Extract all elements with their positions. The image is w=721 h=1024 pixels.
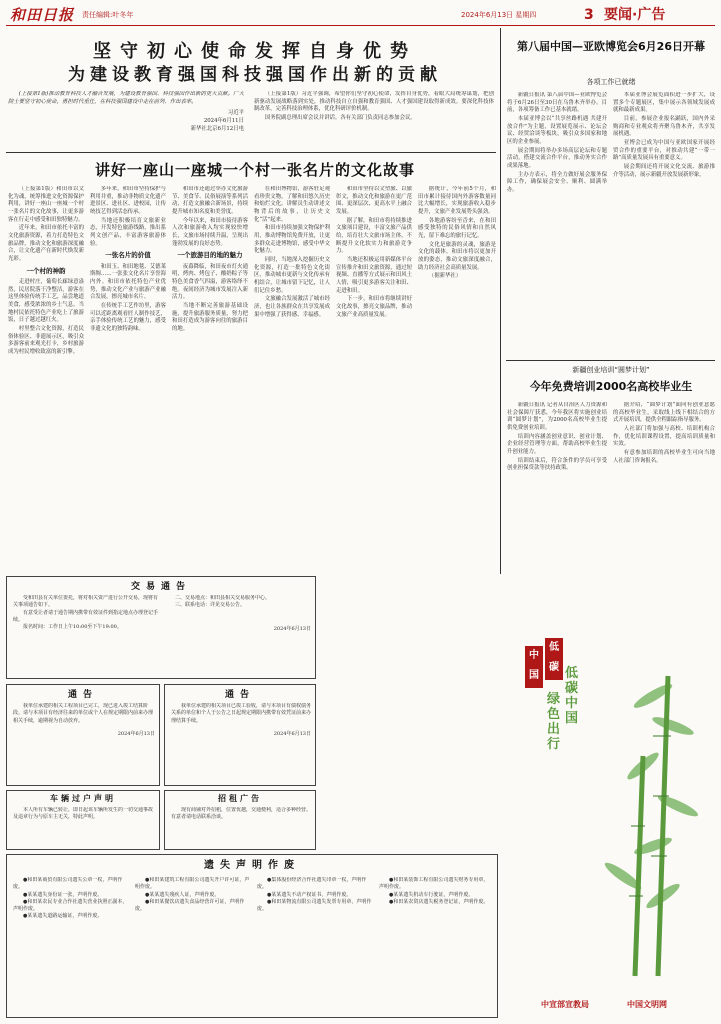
notice-body-1: 我单位承建的相关工程项目已完工，现已进入竣工结算阶段。请与本项目有经济往来的单位或个人在规定期限内前来办理相关手续，逾期视为自动放弃。 2024年6月13日 [13, 703, 155, 737]
notice-box-1 [6, 684, 160, 786]
expo-subtitle: 各项工作已就绪 [586, 78, 636, 86]
poster-stamp-1: 中宣部宣教局 [541, 1000, 589, 1009]
recruit-title: 招租广告 [218, 794, 262, 803]
issue-date: 2024年6月13日 星期四 [461, 11, 537, 19]
loss-col-3: ●集体股份经济合作社遗失印章一枚，声明作废。 ●某某遗失不动产权证书，声明作废。 ●和田某物流有限公司遗失发票专用章，声明作废。 [257, 877, 372, 912]
notice-title-1: 通告 [67, 690, 98, 700]
expo-col-2: 本届亚博会展览面积进一步扩大，设置多个专题展区，集中展示各领域发展成就和最新成果。 目前，参展企业报名踊跃，国内外采购商和专业观众将齐聚乌鲁木齐，共享发展机遇。 亚博会已成为中国与亚欧国家开展经贸合作的重要平台，对推动共建“一带一路”高质量发展具有重要意义。 展会期间还将开展文化交流、旅游推介等活动，展示新疆开放发展新形象。 [613, 92, 715, 178]
trade-notice-body: 受和田县有关单位委托，将对相关资产进行公开交易，现将有关事项通告如下。 有意受让者请于通告期内携带有效证件到指定地点办理登记手续。 报名时间：工作日上午10:00至下午19:00。 [13, 595, 159, 630]
notice-box-2 [164, 684, 316, 786]
notice-date-2: 2024年6月13日 [273, 730, 311, 737]
loss-box [6, 854, 498, 1018]
recruit-box [164, 790, 316, 850]
poster-slogan-1: 低碳中国 [565, 666, 579, 726]
newspaper-logo: 和田日报 [10, 6, 75, 24]
culture-subhead-3: 一个旅游目的地的魅力 [177, 251, 243, 260]
loss-col-4: ●和田某装饰工程有限公司遗失财务专用章，声明作废。 ●某某遗失机动车行驶证，声明作废。 ●和田某农资店遗失税务登记证，声明作废。 [379, 877, 489, 905]
expo-col-1: 新疆日报讯 第八届中国—亚欧博览会将于6月26日至30日在乌鲁木齐举办。目前，各项筹备工作已基本就绪。 本届亚博会以“共享丝路机遇 共建开放合作”为主题，设置展览展示、论坛会议、经贸洽谈等板块，吸引众多国家和地区的企业参展。 展会期间将举办多场高层论坛和专题活动，搭建交流合作平台，推动务实合作成果落地。 主办方表示，将全力做好展会服务保障工作，确保展会安全、顺利、圆满举办。 [507, 92, 607, 194]
training-col-2: 据介绍，“圆梦计划”面向有创业意愿的高校毕业生，采取线上线下相结合的方式开展培训，提供全程跟踪指导服务。 人社部门将加强与高校、培训机构合作，优化培训课程设置，提高培训质量和实效。 有意参加培训的高校毕业生可向当地人社部门咨询报名。 [613, 402, 715, 464]
loss-title: 遗失声明作废 [204, 860, 300, 871]
lead-intro: (上接第1版)推动教育科技人才融合发展，为建设教育强国、科技强国作出新的更大贡献。广大院士要坚守初心使命，勇担时代重任，在科技强国建设中走在前列、作出表率。 习近平 2024年6月11日 新华社北京6月12日电 [8, 91, 244, 132]
culture-col-1: （上接第1版）和田市以文化为魂，统筹推进文化资源保护利用，讲好一座山一座城一个村一张名片的文化故事，让更多游客在行走中感受和田独特魅力。 近年来，和田市依托丰富的文化旅游资源，着力打造特色文旅品牌，推动文化和旅游深度融合，让文化遗产在新时代焕发新光彩。 一个村的神韵 走进村庄，葡萄长廊绿意盎然，民居院落干净整洁，游客在这里体验传统手工艺，品尝地道美食，感受浓浓的乡土气息。当地村民依托特色产业吃上了旅游饭，日子越过越红火。 村里整合文化资源，打造民俗体验区、非遗展示区，吸引众多游客前来观光打卡，乡村旅游成为村民增收致富的新引擎。 [8, 186, 84, 355]
trade-notice-date: 2024年6月13日 [273, 625, 311, 632]
expo-title: 第八届中国—亚欧博览会6月26日开幕 [517, 40, 705, 53]
expo-divider [506, 360, 715, 361]
trade-notice-body-2: 二、交易地点：和田县相关交易服务中心。 三、联系电话：详见交易公告。 2024年6月13日 [165, 595, 311, 675]
training-col-1: 新疆日报讯 记者从自治区人力资源和社会保障厅获悉，今年我区将实施创业培训“圆梦计划”，为2000名高校毕业生提供免费创业培训。 培训内容涵盖创业意识、创业计划、企业经营管理等方面，帮助高校毕业生提升创业能力。 培训结束后，符合条件的学员可享受创业担保贷款等扶持政策。 [507, 402, 607, 472]
notice-date-1: 2024年6月13日 [117, 730, 155, 737]
training-kicker: 新疆创业培训“圆梦计划” [572, 366, 650, 374]
editor-credit: 责任编辑:叶冬年 [82, 11, 134, 19]
loss-col-1: ●和田某商贸有限公司遗失公章一枚，声明作废。 ●某某遗失身份证一张，声明作废。 ●和田某农民专业合作社遗失营业执照正副本，声明作废。 ●某某遗失道路运输证，声明作废。 [13, 877, 128, 920]
culture-subhead-2: 一张名片的价值 [105, 251, 151, 260]
poster [503, 576, 715, 1018]
vehicle-title: 车辆过户声明 [50, 794, 116, 803]
vehicle-body: 本人所有车辆已转让，即日起该车辆所发生的一切交通事故及违章行为与原车主无关，特此声明。 [13, 807, 154, 821]
poster-red-block-1: 中国 [525, 646, 543, 688]
training-title: 今年免费培训2000名高校毕业生 [529, 380, 693, 393]
trade-notice-title: 交易通告 [130, 582, 191, 592]
lead-dateline: 2024年6月11日 [203, 118, 244, 125]
culture-subhead-1: 一个村的神韵 [26, 266, 66, 275]
lead-author: 习近平 [227, 110, 244, 117]
poster-stamp-2: 中国文明网 [627, 1000, 667, 1009]
culture-title: 讲好一座山一座城一个村一张名片的文化故事 [94, 161, 415, 179]
culture-col-2: 多年来，和田市坚持保护与利用并重，推动非物质文化遗产进景区、进社区、进校园，让传统技艺得到活态传承。 当地还积极培育文旅新业态，开发特色旅游线路，推出系列文创产品，丰富游客旅游体验。 一张名片的价值 和田玉、和田地毯、艾德莱斯绸……一张张文化名片享誉海内外。和田市依托特色产业优势，推动文化产业与旅游产业融合发展，擦亮城市名片。 在传统手工艺作坊里，游客可以近距离观看匠人制作技艺，亲手体验传统工艺的魅力，感受非遗文化的独特韵味。 [90, 186, 166, 332]
page-number: 3 [584, 7, 594, 23]
culture-col-3: 和田市还通过举办文化旅游节、美食节、民俗展演等系列活动，打造文旅融合新场景，持续提升城市知名度和美誉度。 今年以来，和田市接待游客人次和旅游收入均实现较快增长，文旅市场持续升温，呈现出蓬勃发展的良好态势。 一个旅游目的地的魅力 夜幕降临，和田夜市灯火通明，烤肉、烤包子、酸奶粽子等特色美食香气四溢，游客络绎不绝。夜间经济为城市发展注入新活力。 当地不断完善旅游基础设施，提升旅游服务质量，努力把和田打造成为游客向往的旅游目的地。 [172, 186, 248, 332]
column-divider [500, 28, 501, 574]
lead-source: 新华社北京6月12日电 [190, 125, 244, 132]
bamboo-illustration [503, 576, 715, 1018]
lead-title-line2: 为建设教育强国科技强国作出新的贡献 [68, 65, 442, 85]
poster-red-block-2: 低碳 [545, 638, 563, 680]
lead-body: （上接第1版）习近平强调，希望你们坚守初心使命，发挥自身优势，着眼大局统筹谋划，把创新驱动发展战略落到实处，推动科技自立自强和教育强国、人才强国建设取得新成效。要深化科技体制改革，完善科技治理体系，优化科研评价机制。 国务院副总理出席会议并讲话。各有关部门负责同志参加会议。 [254, 91, 494, 122]
masthead [6, 4, 715, 26]
recruit-body: 现有商铺对外招租，位置优越，交通便利，适合多种经营。有意者请电话联系洽谈。 [171, 807, 311, 821]
notice-title-2: 通告 [224, 690, 255, 700]
culture-col-6: 据统计，今年前5个月，和田市累计接待国内外游客数量同比大幅增长，实现旅游收入稳步提升，文旅产业发展势头强劲。 各地游客纷至沓来，在和田感受独特的民俗风情和自然风光，留下难忘的旅行记忆。 文化是旅游的灵魂，旅游是文化的载体。和田市将以更加开放的姿态，推动文旅深度融合，助力经济社会高质量发展。 （据新华社） [418, 186, 496, 280]
trade-notice-box [6, 576, 316, 679]
culture-col-4: 在和田博物馆，游客驻足观看珍贵文物，了解和田悠久历史和灿烂文化。讲解员生动讲述文物背后的故事，让历史文化“活”起来。 和田市持续加强文物保护利用，推动博物馆免费开放，让更多群众走进博物馆，感受中华文化魅力。 同时，当地深入挖掘历史文化资源，打造一批特色文化街区，推动城市更新与文化传承有机结合，让城市留下记忆，让人们记住乡愁。 文旅融合发展激活了城市经济，也让各族群众在共享发展成果中增强了获得感、幸福感。 [254, 186, 330, 318]
section-name: 要闻·广告 [604, 7, 666, 23]
poster-slogan-2: 绿色出行 [547, 692, 561, 752]
culture-col-5: 和田市坚持以文塑旅、以旅彰文，推动文化和旅游在更广范围、更深层次、更高水平上融合发展。 据了解，和田市将持续推进文旅项目建设，丰富文旅产品供给，培育壮大文旅市场主体，不断提升文化软实力和旅游竞争力。 当地还积极运用新媒体平台宣传推介和田文旅资源，通过短视频、直播等方式展示和田风土人情，吸引更多游客关注和田、走进和田。 下一步，和田市将继续讲好文化故事，擦亮文旅品牌，推动文旅产业高质量发展。 [336, 186, 412, 318]
vehicle-box [6, 790, 160, 850]
loss-col-2: ●和田某建筑工程有限公司遗失开户许可证，声明作废。 ●某某遗失残疾人证，声明作废。 ●和田某餐饮店遗失食品经营许可证，声明作废。 [135, 877, 250, 912]
lead-divider [6, 152, 496, 153]
lead-title-line1: 坚守初心使命发挥自身优势 [93, 41, 417, 62]
notice-body-2: 我单位承建的相关项目已竣工验收，请与本项目有债权债务关系的单位和个人于公告之日起规定期限内携带有效凭证前来办理结算手续。 2024年6月13日 [171, 703, 311, 737]
